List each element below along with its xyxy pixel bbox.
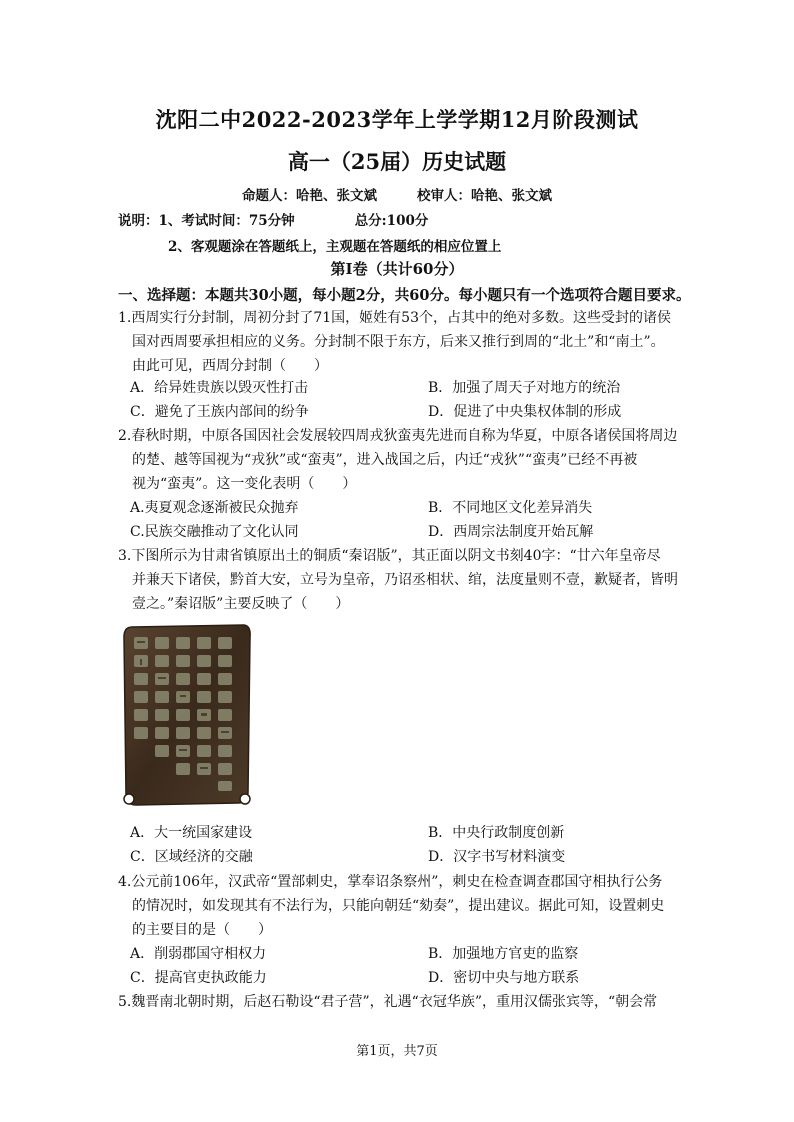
exam-time: 说明：1、考试时间：75分钟 [118, 213, 295, 229]
question-line: 国对西周要承担相应的义务。分封制不限于东方，后来又推行到周的“北土”和“南土”。 [132, 334, 665, 350]
question-4-options [130, 942, 686, 990]
page-number: 第1页，共7页 [356, 1044, 438, 1059]
total-score: 总分:100分 [354, 213, 429, 229]
option-c[interactable]: C．提高官吏执政能力 [130, 970, 267, 986]
option-a[interactable]: A．给异姓贵族以毁灭性打击 [130, 380, 309, 396]
exam-note-1 [118, 209, 428, 229]
option-b[interactable]: B．加强地方官吏的监察 [428, 946, 579, 962]
option-a[interactable]: A.夷夏观念逐渐被民众抛弃 [130, 500, 299, 516]
question-5 [118, 990, 686, 1014]
option-d[interactable]: D．促进了中央集权体制的形成 [428, 404, 622, 420]
option-c[interactable]: C.民族交融推动了文化认同 [130, 524, 299, 540]
option-d[interactable]: D．汉字书写材料演变 [428, 849, 566, 865]
option-b[interactable]: B．不同地区文化差异消失 [428, 500, 593, 516]
exam-note-2: 2、客观题涂在答题纸上，主观题在答题纸的相应位置上 [168, 239, 502, 255]
question-line: 由此可见，西周分封制（ ） [132, 358, 328, 374]
option-c[interactable]: C．区域经济的交融 [130, 849, 253, 865]
question-line: 并兼天下诸侯，黔首大安，立号为皇帝，乃诏丞相状、绾，法度量则不壹，歉疑者，皆明 [132, 572, 678, 588]
section-title: 第Ⅰ卷（共计60分） [330, 260, 464, 278]
qin-edict-tablet-image [120, 623, 254, 809]
question-line: 的楚、越等国视为“戎狄”或“蛮夷”，进入战国之后，内迁“戎狄”“蛮夷”已经不再被 [132, 452, 638, 468]
question-line: 壹之。”秦诏版”主要反映了（ ） [132, 596, 350, 612]
authors-line [0, 184, 794, 204]
setter: 命题人：哈艳、张文斌 [242, 188, 377, 204]
question-3 [118, 544, 686, 616]
question-line: 3.下图所示为甘肃省镇原出土的铜质“秦诏版”，其正面以阴文书刻40字：“廿六年皇帝尽 [118, 548, 661, 564]
option-c[interactable]: C．避免了王族内部间的纷争 [130, 404, 309, 420]
question-2 [118, 424, 686, 496]
question-line: 的主要目的是（ ） [132, 922, 272, 938]
option-a[interactable]: A．削弱郡国守相权力 [130, 946, 267, 962]
reviewer: 校审人：哈艳、张文斌 [417, 188, 552, 204]
exam-subtitle: 高一（25届）历史试题 [287, 149, 507, 174]
option-a[interactable]: A．大一统国家建设 [130, 825, 253, 841]
question-2-options [130, 496, 686, 544]
option-d[interactable]: D．西周宗法制度开始瓦解 [428, 524, 594, 540]
exam-title: 沈阳二中2022-2023学年上学学期12月阶段测试 [155, 107, 639, 132]
question-line: 1.西周实行分封制，周初分封了71国，姬姓有53个，占其中的绝对多数。这些受封的诸侯 [118, 310, 671, 326]
option-b[interactable]: B．中央行政制度创新 [428, 825, 565, 841]
question-line: 视为“蛮夷”。这一变化表明（ ） [132, 476, 357, 492]
question-4 [118, 870, 686, 942]
question-3-options [130, 821, 686, 869]
option-b[interactable]: B．加强了周天子对地方的统治 [428, 380, 621, 396]
question-1 [118, 306, 686, 378]
question-line: 2.春秋时期，中原各国因社会发展较四周戎狄蛮夷先进而自称为华夏，中原各诸侯国将周边 [118, 428, 678, 444]
part-instructions: 一、选择题：本题共30小题，每小题2分，共60分。每小题只有一个选项符合题目要求。 [118, 287, 691, 304]
question-line: 4.公元前106年，汉武帝“置部刺史，掌奉诏条察州”，刺史在检查调查郡国守相执行公务 [118, 874, 663, 890]
question-line: 5.魏晋南北朝时期，后赵石勒设“君子营”，礼遇“衣冠华族”，重用汉儒张宾等，“朝会常 [118, 994, 658, 1010]
option-d[interactable]: D．密切中央与地方联系 [428, 970, 580, 986]
question-line: 的情况时，如发现其有不法行为，只能向朝廷“劾奏”，提出建议。据此可知，设置刺史 [132, 898, 665, 914]
question-1-options [130, 376, 686, 424]
